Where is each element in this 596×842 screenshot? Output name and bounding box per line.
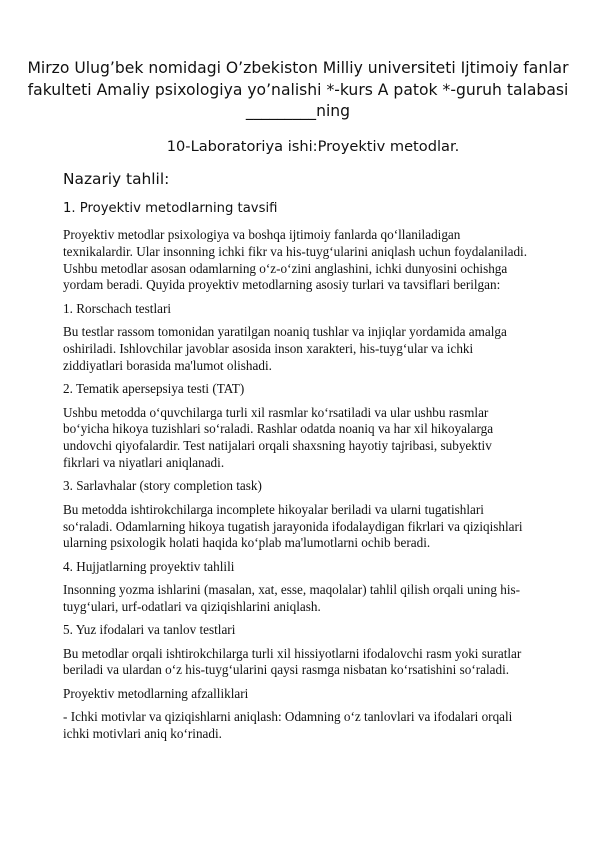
body-text (63, 227, 563, 749)
title-line: Mirzo Ulug’bek nomidagi O’zbekiston Milliy universiteti Ijtimoiy fanlar (27, 59, 569, 77)
text-line: undovchi qiyofalardir. Test natijalari orqali shaxsning hayotiy tajribasi, subyektiv (63, 438, 492, 454)
text-line: Insonning yozma ishlarini (masalan, xat, esse, maqolalar) tahlil qilish orqali uning his- (63, 582, 521, 598)
text-line: yordam beradi. Quyida proyektiv metodlarning asosiy turlari va tavsiflari berilgan: (63, 277, 501, 293)
text-line: Ushbu metodda o‘quvchilarga turli xil rasmlar ko‘rsatiladi va ular ushbu rasmlar (63, 404, 489, 420)
text-line: tuyg‘ulari, urf-odatlari va qiziqishlarini aniqlash. (63, 598, 321, 614)
text-line: bo‘yicha hikoya tuzishlari so‘raladi. Rashlar odatda noaniq va har xil hikoyalarga (63, 421, 494, 437)
paragraph (63, 709, 563, 743)
text-line: 2. Tematik apersepsiya testi (TAT) (63, 381, 245, 397)
title-line: fakulteti Amaliy psixologiya yo’nalishi *-kurs A patok *-guruh talabasi (27, 80, 569, 99)
text-line: Bu testlar rassom tomonidan yaratilgan noaniq tushlar va injiqlar yordamida amalga (63, 324, 507, 340)
paragraph (63, 646, 563, 680)
text-line: ichki motivlari aniq ko‘rinadi. (63, 726, 222, 742)
text-line: 4. Hujjatlarning proyektiv tahlili (63, 558, 235, 574)
text-line: 3. Sarlavhalar (story completion task) (63, 478, 262, 494)
text-line: 5. Yuz ifodalari va tanlov testlari (63, 622, 236, 638)
paragraph (63, 405, 563, 472)
text-line: beriladi va ulardan o‘z his-tuyg‘ularini qaysi rasmga nisbatan ko‘rsatishini so‘raladi. (63, 662, 510, 678)
item-heading (63, 381, 563, 398)
text-line: Ushbu metodlar asosan odamlarning o‘z-o‘zini anglashini, ichki dunyosini ochishga (63, 260, 508, 276)
item-heading (63, 686, 563, 703)
paragraph (63, 227, 563, 294)
text-line: ularning psixologik holati haqida ko‘plab ma'lumotlarni ochib beradi. (63, 535, 431, 551)
text-line: 1. Rorschach testlari (63, 300, 172, 316)
paragraph (63, 502, 563, 552)
sub-heading: 1. Proyektiv metodlarning tavsifi (63, 201, 278, 216)
text-line: oshiriladi. Ishlovchilar javoblar asosida inson xarakteri, his-tuyg‘ular va ichki (63, 340, 474, 356)
text-line: ziddiyatlari borasida ma'lumot olishadi. (63, 357, 272, 373)
item-heading (63, 301, 563, 318)
title-line: _________ning (245, 102, 351, 120)
text-line: fikrlari va niyatlari aniqlanadi. (63, 454, 225, 470)
text-line: Bu metodda ishtirokchilarga incomplete hikoyalar beriladi va ularni tugatishlari (63, 501, 484, 517)
text-line: texnikalardir. Ular insonning ichki fikr va his-tuyg‘ularini aniqlash uchun foydalaniladi. (63, 243, 528, 259)
text-line: so‘raladi. Odamlarning hikoya tugatish jarayonida ifodalaydigan fikrlari va qiziqishlari (63, 518, 523, 534)
item-heading (63, 478, 563, 495)
text-line: - Ichki motivlar va qiziqishlarni aniqlash: Odamning o‘z tanlovlari va ifodalari orqali (63, 709, 513, 725)
lab-work-title: 10-Laboratoriya ishi:Proyektiv metodlar. (166, 138, 460, 155)
section-heading: Nazariy tahlil: (63, 170, 170, 188)
document-title (10, 58, 586, 123)
item-heading (63, 559, 563, 576)
text-line: Proyektiv metodlar psixologiya va boshqa ijtimoiy fanlarda qo‘llaniladigan (63, 227, 461, 242)
paragraph (63, 582, 563, 616)
paragraph (63, 324, 563, 374)
item-heading (63, 622, 563, 639)
text-line: Proyektiv metodlarning afzalliklari (63, 685, 249, 701)
text-line: Bu metodlar orqali ishtirokchilarga turli xil hissiyotlarni ifodalovchi rasm yoki suratlar (63, 645, 522, 661)
